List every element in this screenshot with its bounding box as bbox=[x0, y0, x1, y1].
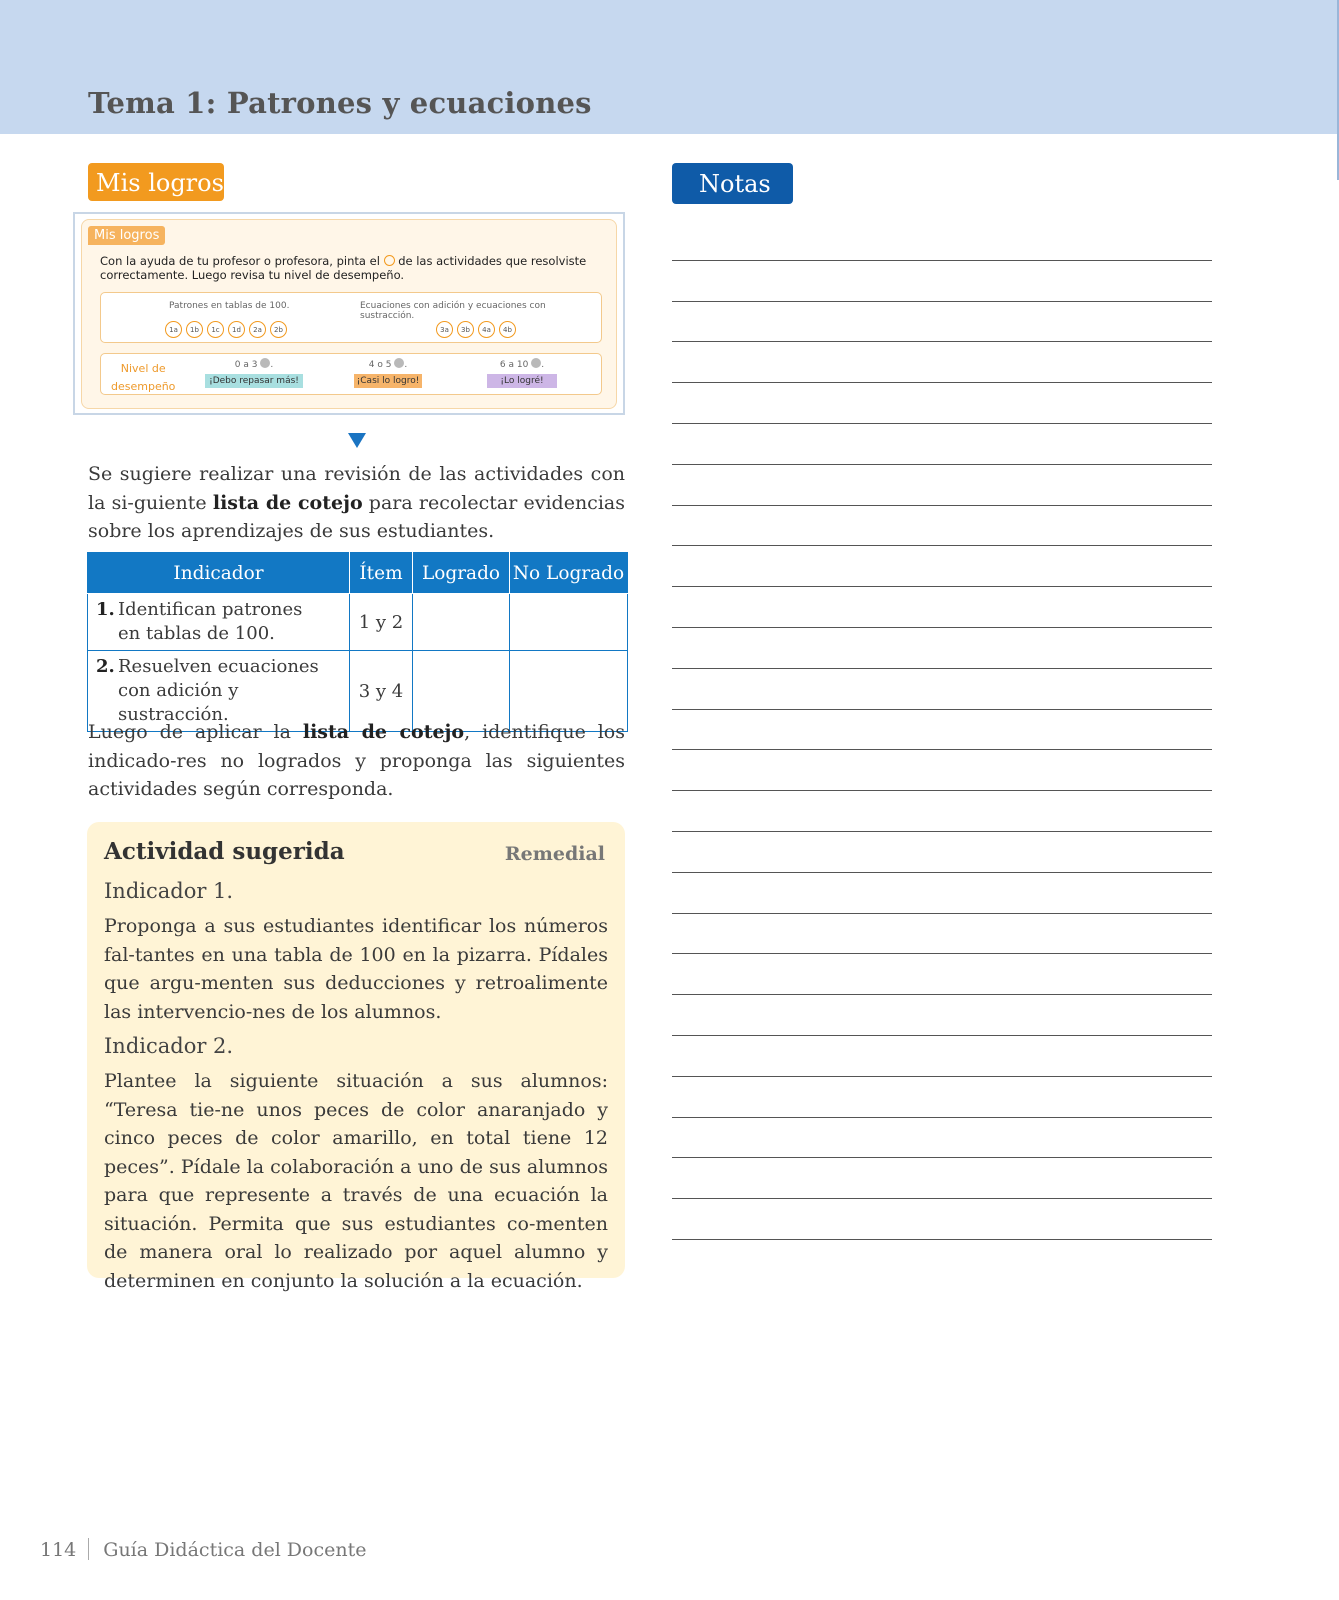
checklist-table bbox=[87, 552, 627, 732]
group2-label: Ecuaciones con adición y ecuaciones con sustracción. bbox=[360, 301, 546, 321]
activity-circle[interactable]: 2b bbox=[270, 321, 287, 338]
mis-logros-badge: Mis logros bbox=[88, 163, 224, 201]
indicator-1-text: Proponga a sus estudiantes identificar los números fal-tantes en una tabla de 100 en la pizarra. Pídales que argu-menten sus deducciones y retroalimente las intervencio-nes de los alumnos. bbox=[104, 915, 608, 1023]
note-line bbox=[672, 465, 1212, 506]
note-line bbox=[672, 506, 1212, 547]
level-range: 6 a 10 bbox=[499, 360, 529, 370]
indicator-2-text: Plantee la siguiente situación a sus alumnos: “Teresa tie-ne unos peces de color anaranjado y cinco peces de color amarillo, en total tiene 12 peces”. Pídale la colaboración a uno de sus alumnos para que represente a través de una ecuación la situación. Permita que sus estudiantes co-menten de manera oral lo realizado por aquel alumno y determinen en conjunto la solución a la ecuación. bbox=[104, 1070, 608, 1292]
activity-circle[interactable]: 4a bbox=[478, 321, 495, 338]
note-line bbox=[672, 954, 1212, 995]
notes-lines[interactable] bbox=[672, 220, 1212, 1240]
activity-circle[interactable]: 3a bbox=[436, 321, 453, 338]
item-cell: 1 y 2 bbox=[350, 594, 413, 651]
level-1: 0 a 3 . ¡Debo repasar más! bbox=[205, 358, 303, 388]
indicator-number: 1. bbox=[96, 599, 115, 620]
performance-label bbox=[111, 360, 175, 396]
after-paragraph bbox=[88, 718, 625, 804]
note-line bbox=[672, 261, 1212, 302]
intro-bold: lista de cotejo bbox=[212, 491, 363, 514]
page-number: 114 bbox=[40, 1539, 77, 1561]
activity-title: Actividad sugerida bbox=[104, 838, 345, 865]
arrow-down-icon bbox=[348, 433, 366, 448]
group1-label: Patrones en tablas de 100. bbox=[169, 301, 290, 311]
activity-circle[interactable]: 1d bbox=[228, 321, 245, 338]
intro-text-a: Se sugiere realizar una revisión de las actividades con la si-guiente bbox=[88, 463, 625, 514]
activity-circle[interactable]: 1c bbox=[207, 321, 224, 338]
note-line bbox=[672, 873, 1212, 914]
note-line bbox=[672, 383, 1212, 424]
note-line bbox=[672, 832, 1212, 873]
activity-tag: Remedial bbox=[504, 843, 605, 865]
card-instruction bbox=[100, 254, 600, 282]
circle-icon bbox=[384, 255, 395, 266]
level-range: 4 o 5 bbox=[368, 360, 392, 370]
indicator-2-title: Indicador 2. bbox=[104, 1034, 234, 1058]
indicator-line1: Resuelven ecuaciones bbox=[118, 656, 319, 677]
indicator-number: 2. bbox=[96, 656, 115, 677]
note-line bbox=[672, 342, 1212, 383]
logrado-cell[interactable] bbox=[413, 594, 510, 651]
coin-icon bbox=[531, 358, 541, 368]
header-item: Ítem bbox=[350, 553, 413, 594]
footer-divider bbox=[88, 1538, 89, 1560]
note-line bbox=[672, 1077, 1212, 1118]
instruction-part-a: Con la ayuda de tu profesor o profesora, pinta el bbox=[100, 254, 380, 268]
note-line bbox=[672, 791, 1212, 832]
activity-circle[interactable]: 4b bbox=[499, 321, 516, 338]
indicator-line2: con adición y sustracción. bbox=[118, 680, 239, 725]
note-line bbox=[672, 710, 1212, 751]
note-line bbox=[672, 424, 1212, 465]
header-logrado: Logrado bbox=[413, 553, 510, 594]
level-pill: ¡Casi lo logro! bbox=[354, 374, 422, 388]
card-tag: Mis logros bbox=[88, 226, 165, 245]
note-line bbox=[672, 1036, 1212, 1077]
mis-logros-card bbox=[73, 212, 625, 415]
note-line bbox=[672, 914, 1212, 955]
header-no-logrado: No Logrado bbox=[510, 553, 628, 594]
level-2: 4 o 5 . ¡Casi lo logro! bbox=[339, 358, 437, 388]
instruction-part-b: de las actividades que resolviste correctamente. Luego revisa tu nivel de desempeño. bbox=[100, 254, 587, 282]
note-line bbox=[672, 669, 1212, 710]
suggested-activity-box bbox=[87, 822, 625, 1292]
activities-box bbox=[100, 292, 602, 343]
activity-circle[interactable]: 3b bbox=[457, 321, 474, 338]
page-footer bbox=[40, 1538, 366, 1561]
after-text-b: , identifique los indicado-res no logrados y proponga las siguientes actividades según corresponda. bbox=[88, 721, 625, 800]
indicator-cell bbox=[88, 594, 350, 651]
note-line bbox=[672, 587, 1212, 628]
after-text-a: Luego de aplicar la bbox=[88, 721, 303, 743]
note-line bbox=[672, 628, 1212, 669]
coin-icon bbox=[260, 358, 270, 368]
activity-circle[interactable]: 1b bbox=[186, 321, 203, 338]
group2-circles bbox=[436, 321, 516, 338]
notas-badge: Notas bbox=[672, 163, 793, 204]
header-indicador: Indicador bbox=[88, 553, 350, 594]
performance-box bbox=[100, 353, 602, 395]
indicator-1-title: Indicador 1. bbox=[104, 879, 234, 903]
group1-circles bbox=[165, 321, 287, 338]
item-cell: 3 y 4 bbox=[350, 651, 413, 732]
level-range: 0 a 3 bbox=[234, 360, 258, 370]
after-bold: lista de cotejo bbox=[302, 721, 465, 743]
page-title: Tema 1: Patrones y ecuaciones bbox=[88, 86, 592, 120]
nivel-line2: desempeño bbox=[111, 380, 176, 393]
level-3: 6 a 10 . ¡Lo logré! bbox=[473, 358, 571, 388]
coin-icon bbox=[394, 358, 404, 368]
indicator-line1: Identifican patrones bbox=[118, 599, 303, 620]
note-line bbox=[672, 1158, 1212, 1199]
note-line bbox=[672, 302, 1212, 343]
table-row bbox=[88, 594, 628, 651]
no-logrado-cell[interactable] bbox=[510, 594, 628, 651]
note-line bbox=[672, 546, 1212, 587]
note-line bbox=[672, 750, 1212, 791]
note-line bbox=[672, 220, 1212, 261]
activity-circle[interactable]: 2a bbox=[249, 321, 266, 338]
intro-paragraph bbox=[88, 460, 625, 546]
intro-text-b: para recolectar evidencias sobre los aprendizajes de sus estudiantes. bbox=[88, 491, 625, 542]
nivel-line1: Nivel de bbox=[120, 362, 166, 375]
activity-circle[interactable]: 1a bbox=[165, 321, 182, 338]
note-line bbox=[672, 1118, 1212, 1159]
note-line bbox=[672, 995, 1212, 1036]
note-line bbox=[672, 1199, 1212, 1240]
mis-logros-card-body bbox=[81, 219, 617, 409]
footer-title: Guía Didáctica del Docente bbox=[103, 1539, 367, 1561]
level-pill: ¡Lo logré! bbox=[487, 374, 557, 388]
indicator-line2: en tablas de 100. bbox=[118, 623, 275, 644]
level-pill: ¡Debo repasar más! bbox=[205, 374, 303, 388]
